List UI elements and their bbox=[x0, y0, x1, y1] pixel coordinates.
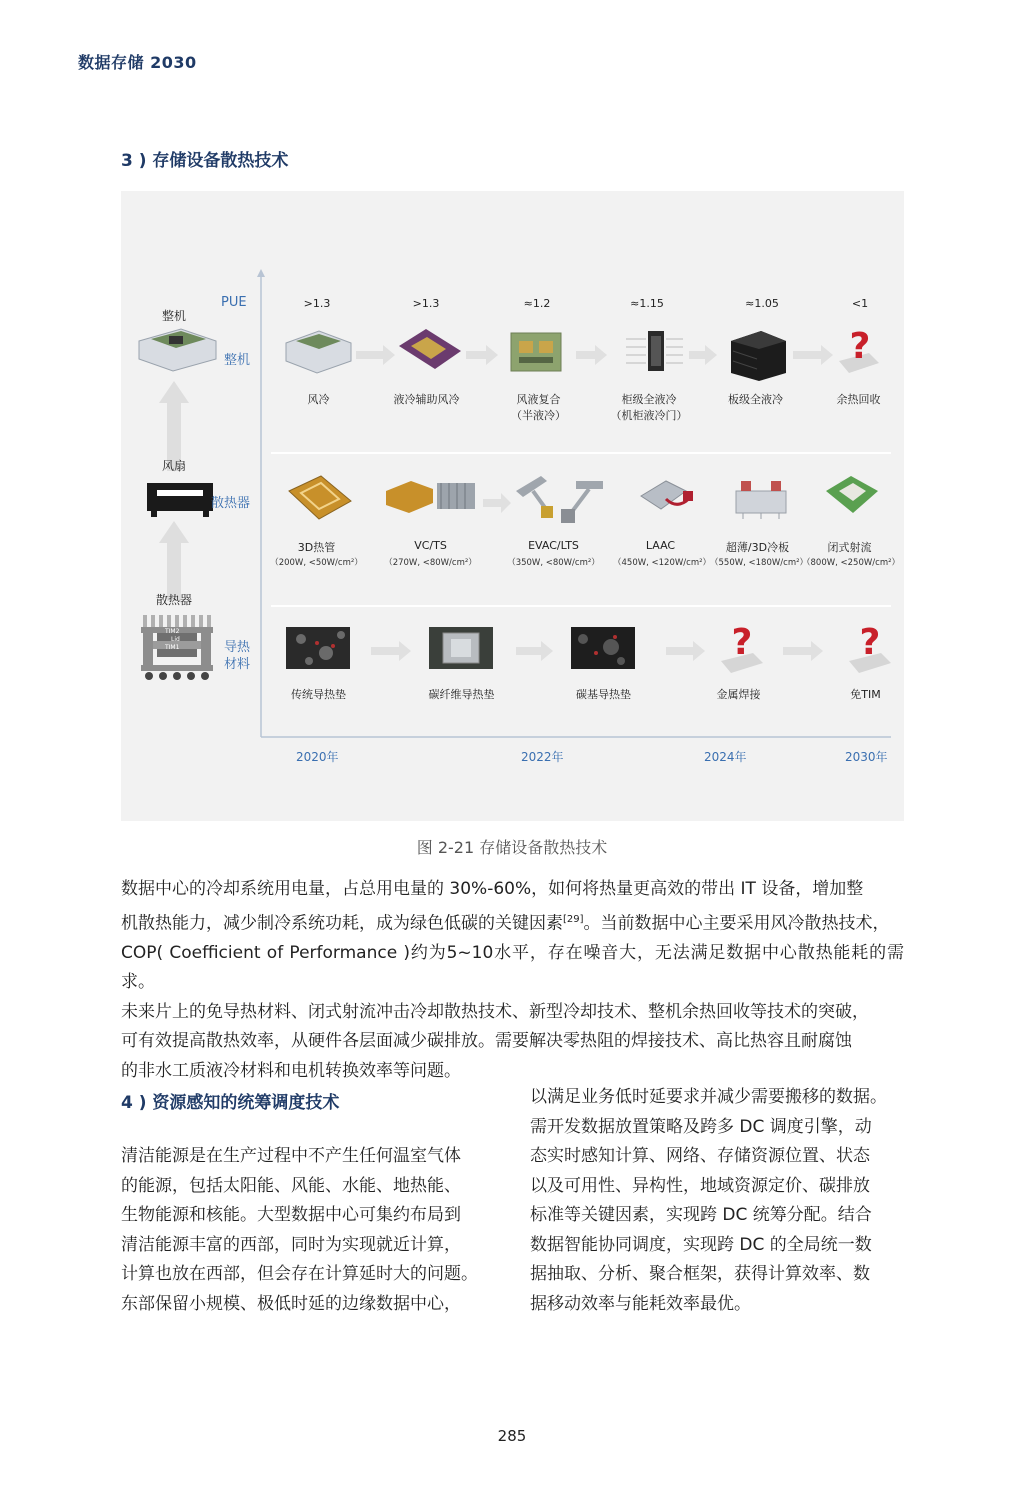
running-header: 数据存储 2030 bbox=[78, 53, 197, 72]
row1-label: 风冷 bbox=[307, 393, 330, 406]
year-label: 2024年 bbox=[704, 750, 747, 764]
body-line: 态实时感知计算、网络、存储资源位置、状态 bbox=[530, 1146, 870, 1166]
body-line: 据抽取、分析、聚合框架，获得计算效率、数 bbox=[530, 1264, 870, 1284]
row2-img-vcts bbox=[386, 481, 475, 513]
row-label-thermal-a: 导热 bbox=[224, 640, 251, 655]
fan-image bbox=[147, 483, 213, 517]
row3-label: 碳基导热垫 bbox=[576, 688, 631, 701]
left-label-fan: 风扇 bbox=[161, 459, 186, 473]
server-image bbox=[139, 329, 216, 371]
pue-value: >1.3 bbox=[303, 297, 331, 310]
row1-label: 余热回收 bbox=[836, 393, 881, 406]
row2-img-jet bbox=[826, 476, 878, 513]
row2-img-laac bbox=[641, 481, 693, 509]
row-label-heatsink: 散热器 bbox=[211, 496, 251, 511]
row1-img-liquidassist bbox=[399, 329, 461, 369]
row1-img-hybrid bbox=[511, 333, 561, 371]
row2-spec: （200W, <50W/cm²） bbox=[270, 558, 363, 568]
row2-label: 闭式射流 bbox=[827, 541, 872, 554]
pue-value: ≈1.2 bbox=[523, 297, 551, 310]
row2-label: VC/TS bbox=[414, 539, 447, 552]
row-label-pue: PUE bbox=[221, 295, 247, 310]
row2-label: LAAC bbox=[645, 539, 676, 552]
year-label: 2030年 bbox=[845, 750, 888, 764]
year-label: 2020年 bbox=[296, 750, 339, 764]
year-label: 2022年 bbox=[521, 750, 564, 764]
row-label-server: 整机 bbox=[224, 353, 251, 368]
row2-spec: （350W, <80W/cm²） bbox=[507, 558, 600, 568]
body-line: 的非水工质液冷材料和电机转换效率等问题。 bbox=[121, 1060, 461, 1081]
figure-cooling-tech bbox=[121, 191, 904, 821]
figure-caption: 图 2-21 存储设备散热技术 bbox=[416, 838, 608, 857]
row3-img-carbon-pad bbox=[571, 627, 635, 669]
page-number: 285 bbox=[497, 1427, 527, 1445]
row2-label: 超薄/3D冷板 bbox=[725, 541, 790, 554]
body-line: 机散热能力，减少制冷系统功耗，成为绿色低碳的关键因素[29]。当前数据中心主要采用风冷散热技术， bbox=[121, 913, 890, 934]
body-line: 需开发数据放置策略及跨多 DC 调度引擎，动 bbox=[530, 1116, 872, 1137]
row2-label: 3D热管 bbox=[297, 541, 336, 554]
question-mark-icon: ? bbox=[849, 326, 871, 367]
pue-value: ≈1.15 bbox=[630, 297, 664, 310]
body-line: 未来片上的免导热材料、闭式射流冲击冷却散热技术、新型冷却技术、整机余热回收等技术的突破， bbox=[121, 1001, 869, 1022]
row2-img-3dheatpipe bbox=[289, 476, 351, 519]
row2-img-evac bbox=[516, 476, 603, 523]
body-line: 数据智能协同调度，实现跨 DC 的全局统一数 bbox=[530, 1234, 872, 1255]
right-column bbox=[530, 1083, 910, 1319]
row3-label: 传统导热垫 bbox=[291, 688, 346, 701]
left-label-server: 整机 bbox=[161, 309, 186, 323]
row1-label: 风液复合 bbox=[516, 393, 561, 406]
layer-tim1: TIM1 bbox=[165, 644, 180, 651]
body-paragraph bbox=[121, 875, 904, 1086]
row1-label: 液冷辅助风冷 bbox=[393, 393, 460, 406]
body-line: 清洁能源丰富的西部，同时为实现就近计算， bbox=[121, 1234, 461, 1255]
body-line: 东部保留小规模、极低时延的边缘数据中心， bbox=[121, 1293, 461, 1314]
row1-img-rackliquid bbox=[626, 331, 683, 371]
row3-img-traditional-pad bbox=[286, 627, 350, 669]
body-line: 可有效提高散热效率，从硬件各层面减少碳排放。需要解决零热阻的焊接技术、高比热容且耐腐蚀 bbox=[121, 1031, 852, 1052]
body-line: 数据中心的冷却系统用电量，占总用电量的 30%-60%，如何将热量更高效的带出 IT 设备，增加整 bbox=[121, 879, 864, 899]
row-label-thermal-b: 材料 bbox=[224, 657, 251, 672]
row2-spec: （270W, <80W/cm²） bbox=[384, 558, 477, 568]
body-line: 的能源，包括太阳能、风能、水能、地热能、 bbox=[121, 1175, 461, 1196]
row2-label: EVAC/LTS bbox=[528, 539, 579, 552]
body-line: COP( Coefficient of Performance )约为5~10水平，存在噪音大，无法满足数据中心散热能耗的需求。 bbox=[121, 942, 904, 993]
layer-lid: Lid bbox=[171, 636, 180, 643]
row3-label: 金属焊接 bbox=[716, 688, 761, 701]
body-line: 清洁能源是在生产过程中不产生任何温室气体 bbox=[121, 1146, 461, 1166]
row3-label: 免TIM bbox=[850, 688, 881, 701]
row1-label: 板级全液冷 bbox=[728, 393, 783, 406]
row2-spec: （800W, <250W/cm²） bbox=[802, 558, 901, 568]
layer-tim2: TIM2 bbox=[165, 628, 180, 635]
row1-label: 柜级全液冷 bbox=[621, 393, 677, 406]
left-label-heatsink: 散热器 bbox=[155, 593, 192, 607]
section-4-title: 4 ) 资源感知的统筹调度技术 bbox=[121, 1093, 340, 1113]
question-mark-icon: ? bbox=[859, 622, 881, 663]
row1-img-aircool bbox=[286, 331, 351, 373]
row3-label: 碳纤维导热垫 bbox=[428, 688, 495, 701]
body-line: 据移动效率与能耗效率最优。 bbox=[530, 1293, 751, 1314]
row2-img-coldplate bbox=[736, 481, 786, 519]
row3-img-carbonfiber-pad bbox=[429, 627, 493, 669]
row2-arrows bbox=[483, 493, 511, 513]
row1-img-boardliquid bbox=[731, 331, 786, 381]
row1-sublabel: （机柜液冷门） bbox=[610, 409, 688, 422]
left-column bbox=[121, 1142, 501, 1319]
row1-sublabel: （半液冷） bbox=[511, 409, 566, 422]
section-3-title: 3 ) 存储设备散热技术 bbox=[121, 151, 289, 171]
body-line: 计算也放在西部，但会存在计算延时大的问题。 bbox=[121, 1264, 478, 1284]
body-line: 以及可用性、异构性，地域资源定价、碳排放 bbox=[530, 1175, 870, 1196]
citation-ref: [29] bbox=[563, 913, 584, 925]
pue-value: <1 bbox=[851, 297, 869, 310]
question-mark-icon: ? bbox=[731, 622, 753, 663]
pue-value: ≈1.05 bbox=[745, 297, 779, 310]
body-line: 标准等关键因素，实现跨 DC 统筹分配。结合 bbox=[530, 1205, 872, 1225]
row2-spec: （450W, <120W/cm²） bbox=[613, 558, 712, 568]
row2-spec: （550W, <180W/cm²） bbox=[710, 558, 809, 568]
body-line: 以满足业务低时延要求并减少需要搬移的数据。 bbox=[530, 1087, 887, 1107]
pue-value: >1.3 bbox=[412, 297, 440, 310]
body-line: 生物能源和核能。大型数据中心可集约布局到 bbox=[121, 1205, 461, 1225]
